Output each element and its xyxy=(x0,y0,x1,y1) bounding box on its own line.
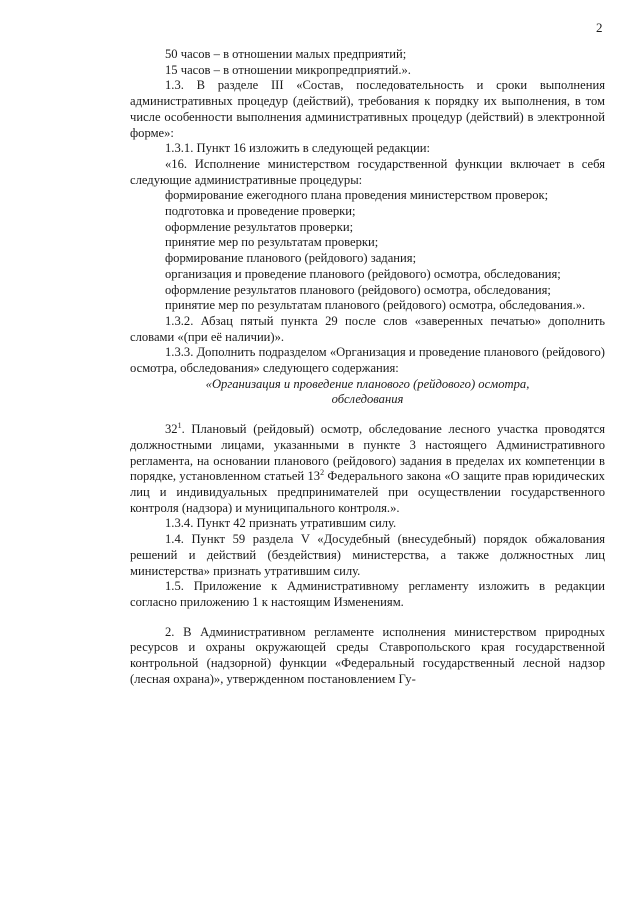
page-number: 2 xyxy=(596,20,603,35)
document-body xyxy=(130,47,605,687)
paragraph: 1.4. Пункт 59 раздела V «Досудебный (внесудебный) порядок обжалования решений и действий (бездействия) министерства, а также должностных лиц министерства» признать утратившим силу. xyxy=(130,532,605,578)
list-item: подготовка и проведение проверки; xyxy=(165,204,356,219)
paragraph: «16. Исполнение министерством государственной функции включает в себя следующие административные процедуры: xyxy=(130,156,605,187)
list-item: формирование планового (рейдового) задания; xyxy=(165,251,417,266)
list-item: оформление результатов проверки; xyxy=(165,219,354,234)
subsection-heading: «Организация и проведение планового (рейдового) осмотра, xyxy=(205,376,530,391)
paragraph: 1.3.2. Абзац пятый пункта 29 после слов «заверенных печатью» дополнить словами «(при её наличии)». xyxy=(130,313,605,344)
paragraph: 1.5. Приложение к Административному регламенту изложить в редакции согласно приложению 1 к настоящим Изменениям. xyxy=(130,579,605,609)
list-item: организация и проведение планового (рейдового) осмотра, обследования; xyxy=(165,266,561,281)
paragraph: 1.3.4. Пункт 42 признать утратившим силу. xyxy=(165,516,397,531)
paragraph: 15 часов – в отношении микропредприятий.». xyxy=(165,62,411,77)
paragraph: 50 часов – в отношении малых предприятий; xyxy=(165,47,407,61)
paragraph: 2. В Административном регламенте исполнения министерством природных ресурсов и охраны окружающей среды Ставропольского края государственной контрольной (надзорной) функции «Федеральный государственный лесной надзор (лесная охрана)», утвержденном постановлением Гу- xyxy=(130,624,605,686)
list-item: оформление результатов планового (рейдового) осмотра, обследования; xyxy=(165,282,551,297)
list-item: принятие мер по результатам планового (рейдового) осмотра, обследования.». xyxy=(165,298,586,313)
subsection-heading: обследования xyxy=(331,392,404,407)
paragraph xyxy=(130,422,605,516)
superscript: 2 xyxy=(320,468,325,478)
paragraph: 1.3.3. Дополнить подразделом «Организация и проведение планового (рейдового) осмотра, обследования» следующего содержания: xyxy=(130,345,605,376)
point-number: 32 xyxy=(165,422,178,437)
paragraph-text: . Плановый (рейдовый) осмотр, обследование лесного участка проводятся должностными лицами, указанными в пункте 3 настоящего Административного регламента, на основании планового (рейдового) задания в пределах их компетенции в порядке, установленном статьей 13 xyxy=(130,422,605,484)
paragraph-text: Федерального закона «О защите прав юридических лиц и индивидуальных предпринимателей при осуществлении государственного контроля (надзора) и муниципального контроля.». xyxy=(130,469,605,515)
list-item: принятие мер по результатам проверки; xyxy=(165,235,379,250)
list-item: формирование ежегодного плана проведения министерством проверок; xyxy=(165,188,549,203)
paragraph: 1.3. В разделе III «Состав, последовательность и сроки выполнения административных процедур (действий), требования к порядку их выполнения, в том числе особенности выполнения административных процедур (действий) в электронной форме»: xyxy=(130,78,605,140)
superscript: 1 xyxy=(177,420,182,430)
paragraph: 1.3.1. Пункт 16 изложить в следующей редакции: xyxy=(165,141,431,156)
